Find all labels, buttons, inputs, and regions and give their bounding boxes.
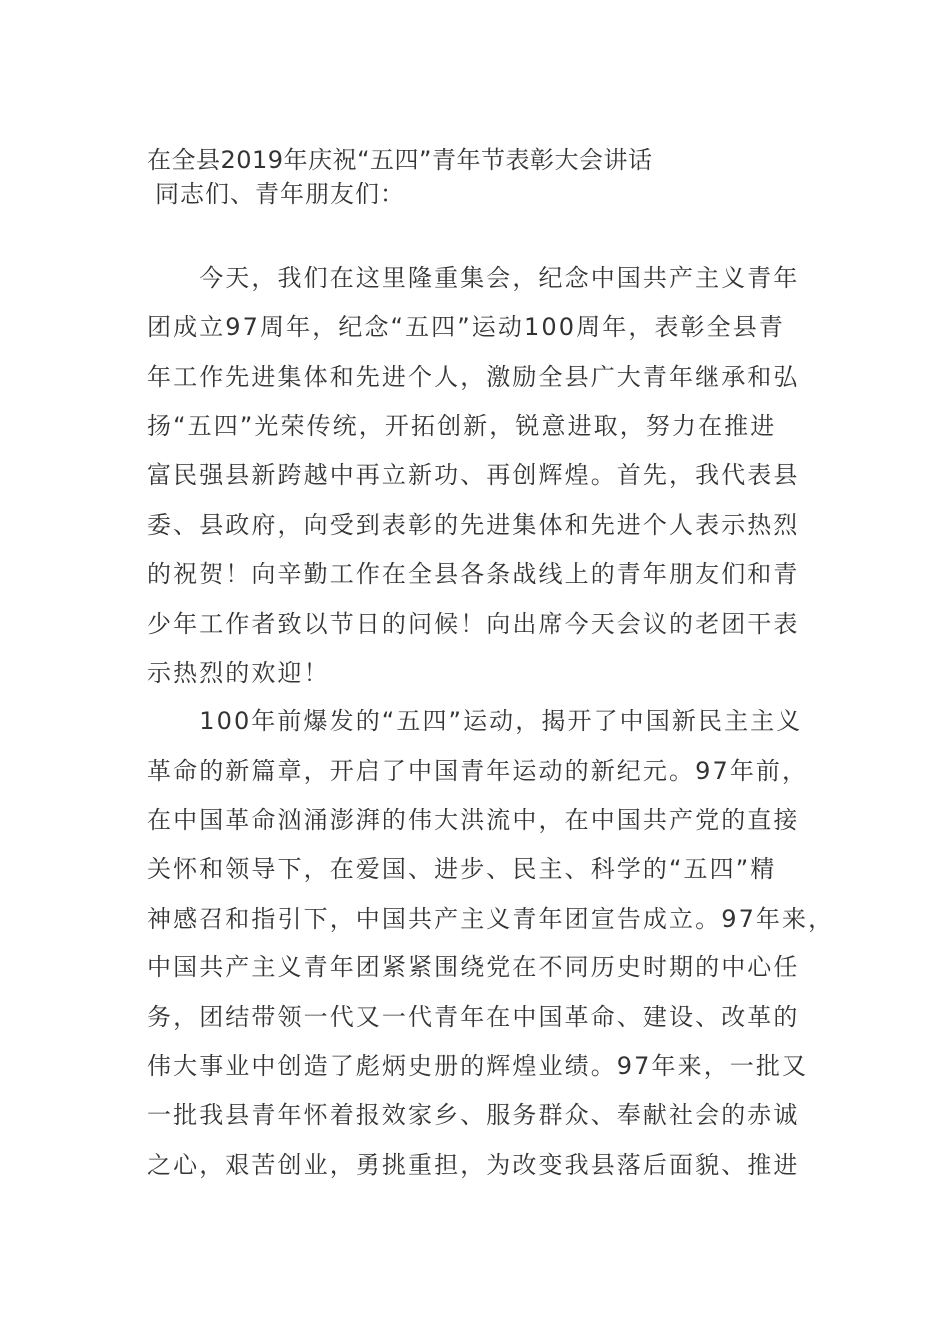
paragraph-line: 委、县政府，向受到表彰的先进集体和先进个人表示热烈	[147, 511, 800, 539]
document-title: 在全县2019年庆祝“五四”青年节表彰大会讲话	[147, 146, 653, 174]
paragraph-line: 务，团结带领一代又一代青年在中国革命、建设、改革的	[147, 1003, 800, 1031]
paragraph-line: 少年工作者致以节日的问候！向出席今天会议的老团干表	[147, 610, 800, 638]
paragraph-line: 一批我县青年怀着报效家乡、服务群众、奉献社会的赤诚	[147, 1101, 800, 1129]
paragraph-line: 中国共产主义青年团紧紧围绕党在不同历史时期的中心任	[147, 953, 800, 981]
paragraph-line: 今天，我们在这里隆重集会，纪念中国共产主义青年	[147, 264, 800, 292]
salutation: 同志们、青年朋友们：	[155, 180, 405, 208]
paragraph-line: 革命的新篇章，开启了中国青年运动的新纪元。97年前，	[147, 757, 809, 785]
paragraph-line: 扬“五四”光荣传统，开拓创新，锐意进取，努力在推进	[147, 412, 777, 440]
paragraph-line: 富民强县新跨越中再立新功、再创辉煌。首先，我代表县	[147, 461, 800, 489]
paragraph-line: 年工作先进集体和先进个人，激励全县广大青年继承和弘	[147, 363, 800, 391]
paragraph-line: 在中国革命汹涌澎湃的伟大洪流中，在中国共产党的直接	[147, 806, 800, 834]
paragraph-line: 100年前爆发的“五四”运动，揭开了中国新民主主义	[147, 707, 803, 735]
paragraph-line: 示热烈的欢迎！	[147, 659, 330, 687]
paragraph-line: 关怀和领导下，在爱国、进步、民主、科学的“五四”精	[147, 855, 777, 883]
paragraph-line: 的祝贺！向辛勤工作在全县各条战线上的青年朋友们和青	[147, 560, 800, 588]
paragraph-line: 团成立97周年，纪念“五四”运动100周年，表彰全县青	[147, 313, 785, 341]
paragraph-line: 之心，艰苦创业，勇挑重担，为改变我县落后面貌、推进	[147, 1151, 800, 1179]
paragraph-line: 伟大事业中创造了彪炳史册的辉煌业绩。97年来，一批又	[147, 1052, 809, 1080]
paragraph-line: 神感召和指引下，中国共产主义青年团宣告成立。97年来，	[147, 905, 835, 933]
